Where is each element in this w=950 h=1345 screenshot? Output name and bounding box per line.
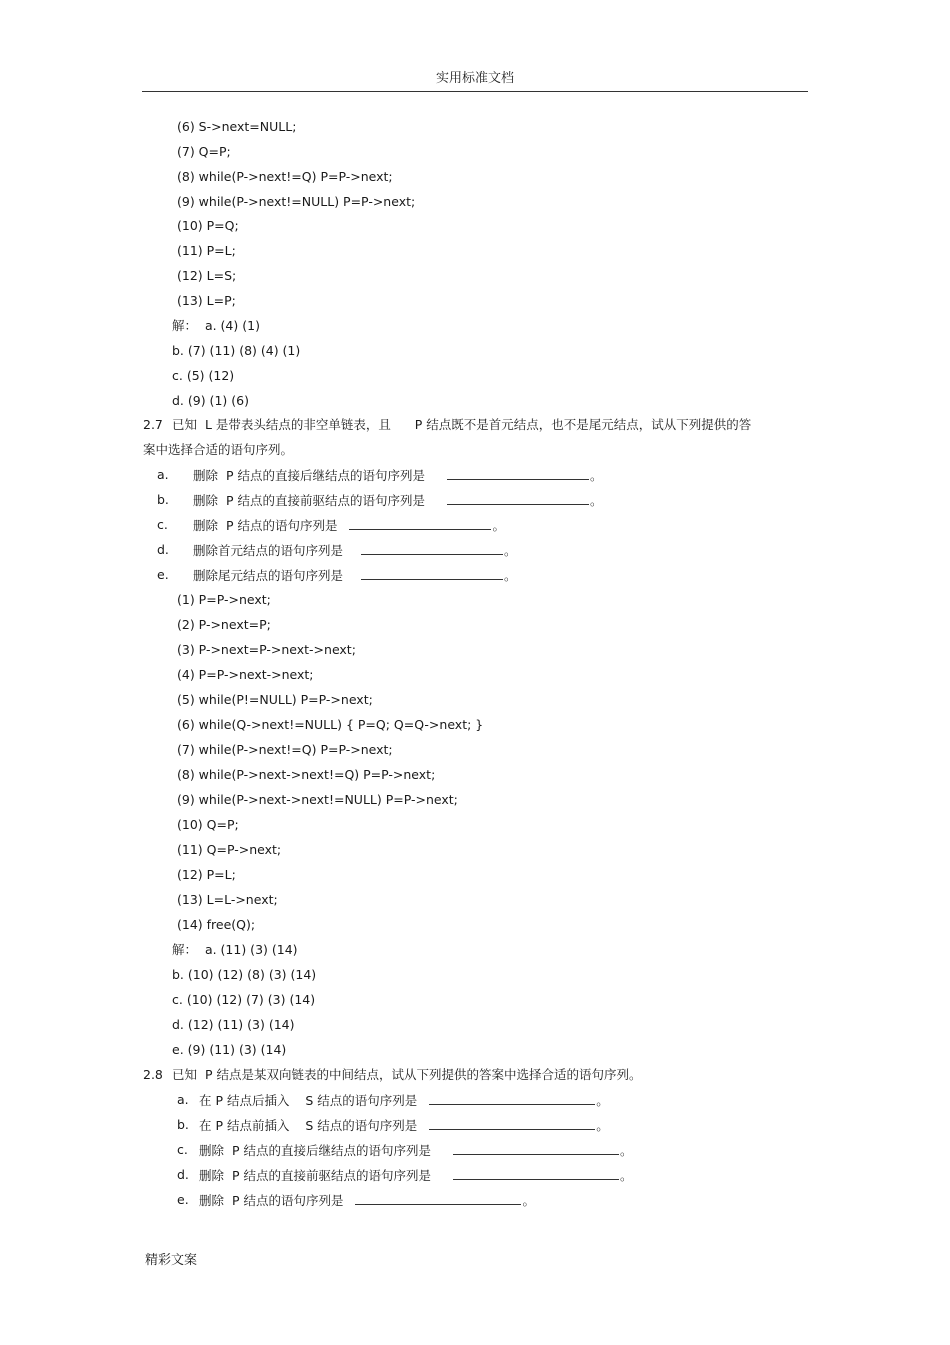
item-label: b.: [177, 1117, 189, 1132]
question-text: 已知 L 是带表头结点的非空单链表，且 P 结点既不是首元结点，也不是尾元结点，试从下列提供的答: [172, 417, 752, 432]
answer-blank: [355, 1192, 521, 1205]
item-label: d.: [157, 542, 169, 557]
page-footer: 精彩文案: [145, 1253, 198, 1268]
answer-line: d. (9) (1) (6): [172, 393, 249, 408]
item-text: 删除尾元结点的语句序列是 。: [193, 568, 517, 583]
item-label: a.: [177, 1092, 189, 1107]
answer-line: 解： a. (11) (3) (14): [172, 942, 298, 957]
item-text: 在 P 结点前插入 S 结点的语句序列是 。: [199, 1118, 609, 1133]
item-text: 删除 P 结点的语句序列是 。: [199, 1193, 535, 1208]
item-label: d.: [177, 1167, 189, 1182]
code-line: (13) L=L->next;: [177, 892, 278, 907]
code-line: (11) P=L;: [177, 243, 236, 258]
answer-line: e. (9) (11) (3) (14): [172, 1042, 287, 1057]
item-text: 在 P 结点后插入 S 结点的语句序列是 。: [199, 1093, 609, 1108]
answer-line: b. (7) (11) (8) (4) (1): [172, 343, 301, 358]
code-line: (6) while(Q->next!=NULL) { P=Q; Q=Q->next; }: [177, 717, 484, 732]
code-line: (9) while(P->next->next!=NULL) P=P->next;: [177, 792, 458, 807]
item-label: e.: [157, 567, 169, 582]
code-line: (14) free(Q);: [177, 917, 256, 932]
answer-blank: [453, 1142, 619, 1155]
answer-blank: [429, 1117, 595, 1130]
answer-blank: [453, 1167, 619, 1180]
item-text: 删除 P 结点的语句序列是 。: [193, 518, 505, 533]
code-line: (3) P->next=P->next->next;: [177, 642, 356, 657]
answer-line: c. (10) (12) (7) (3) (14): [172, 992, 316, 1007]
answer-blank: [349, 517, 491, 530]
code-line: (7) Q=P;: [177, 144, 231, 159]
code-line: (8) while(P->next!=Q) P=P->next;: [177, 169, 393, 184]
code-line: (10) Q=P;: [177, 817, 239, 832]
answer-line: 解： a. (4) (1): [172, 318, 260, 333]
code-line: (11) Q=P->next;: [177, 842, 282, 857]
item-label: a.: [157, 467, 169, 482]
item-label: e.: [177, 1192, 189, 1207]
code-line: (6) S->next=NULL;: [177, 119, 297, 134]
code-line: (12) L=S;: [177, 268, 237, 283]
question-text: 已知 P 结点是某双向链表的中间结点，试从下列提供的答案中选择合适的语句序列。: [172, 1067, 642, 1082]
item-text: 删除 P 结点的直接前驱结点的语句序列是 。: [199, 1168, 633, 1183]
answer-blank: [429, 1092, 595, 1105]
question-number: 2.7: [143, 417, 163, 432]
answer-line: c. (5) (12): [172, 368, 235, 383]
code-line: (9) while(P->next!=NULL) P=P->next;: [177, 194, 416, 209]
item-text: 删除 P 结点的直接后继结点的语句序列是 。: [199, 1143, 633, 1158]
answer-line: b. (10) (12) (8) (3) (14): [172, 967, 317, 982]
question-number: 2.8: [143, 1067, 163, 1082]
header-rule: [142, 91, 808, 92]
item-label: c.: [157, 517, 168, 532]
answer-blank: [447, 467, 589, 480]
item-text: 删除 P 结点的直接后继结点的语句序列是 。: [193, 468, 603, 483]
answer-blank: [361, 567, 503, 580]
code-line: (13) L=P;: [177, 293, 236, 308]
code-line: (2) P->next=P;: [177, 617, 271, 632]
item-label: b.: [157, 492, 169, 507]
code-line: (10) P=Q;: [177, 218, 239, 233]
page-header: 实用标准文档: [435, 71, 514, 86]
code-line: (5) while(P!=NULL) P=P->next;: [177, 692, 373, 707]
item-text: 删除 P 结点的直接前驱结点的语句序列是 。: [193, 493, 603, 508]
answer-blank: [361, 542, 503, 555]
item-text: 删除首元结点的语句序列是 。: [193, 543, 517, 558]
code-line: (8) while(P->next->next!=Q) P=P->next;: [177, 767, 436, 782]
code-line: (1) P=P->next;: [177, 592, 271, 607]
code-line: (7) while(P->next!=Q) P=P->next;: [177, 742, 393, 757]
item-label: c.: [177, 1142, 188, 1157]
answer-blank: [447, 492, 589, 505]
code-line: (4) P=P->next->next;: [177, 667, 314, 682]
answer-line: d. (12) (11) (3) (14): [172, 1017, 295, 1032]
code-line: (12) P=L;: [177, 867, 236, 882]
question-text: 案中选择合适的语句序列。: [143, 442, 294, 457]
